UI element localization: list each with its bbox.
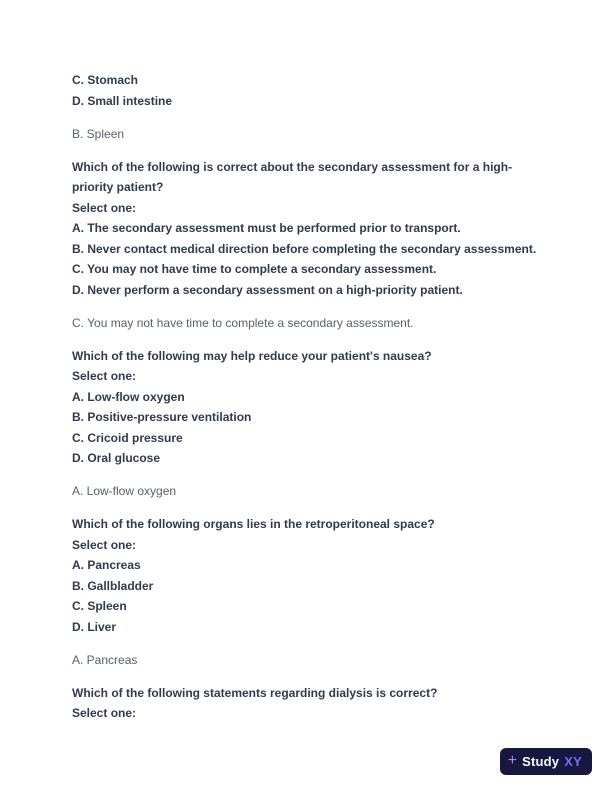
option-line: B. Never contact medical direction before completing the secondary assessment. [72, 241, 537, 256]
select-one-label: Select one: [72, 369, 137, 383]
question-block [72, 514, 542, 637]
question-block-partial [72, 683, 542, 724]
option-line: C. Cricoid pressure [72, 430, 183, 445]
option-line: A. The secondary assessment must be performed prior to transport. [72, 221, 461, 235]
page-content [72, 70, 542, 724]
option-line: A. Pancreas [72, 558, 141, 572]
option-line: C. Spleen [72, 599, 127, 613]
logo-study-text: Study [522, 754, 560, 769]
studyxy-logo [500, 748, 592, 775]
answer-text: A. Low-flow oxygen [72, 484, 177, 498]
option-line: B. Gallbladder [72, 578, 154, 593]
question-text: Which of the following is correct about the secondary assessment for a high-priority patient? [72, 159, 513, 194]
select-one-label: Select one: [72, 706, 137, 720]
intro-options-block [72, 70, 542, 111]
option-line: D. Liver [72, 619, 117, 634]
option-line: D. Never perform a secondary assessment on a high-priority patient. [72, 282, 463, 297]
logo-xy-text: XY [564, 754, 582, 769]
answer-text: A. Pancreas [72, 652, 138, 667]
option-line: C. You may not have time to complete a secondary assessment. [72, 262, 437, 276]
option-line: B. Positive-pressure ventilation [72, 410, 252, 424]
question-text: Which of the following organs lies in the retroperitoneal space? [72, 517, 435, 531]
answer-text: C. You may not have time to complete a secondary assessment. [72, 315, 414, 330]
question-block [72, 346, 542, 469]
option-line: D. Oral glucose [72, 451, 161, 465]
question-text: Which of the following statements regarding dialysis is correct? [72, 685, 438, 700]
select-one-label: Select one: [72, 200, 137, 215]
option-line: A. Low-flow oxygen [72, 389, 185, 404]
question-text: Which of the following may help reduce your patient's nausea? [72, 348, 432, 363]
select-one-label: Select one: [72, 537, 137, 552]
answer-text: B. Spleen [72, 126, 125, 141]
plus-icon: + [507, 751, 518, 769]
question-block [72, 157, 542, 301]
option-line: D. Small intestine [72, 93, 173, 108]
option-line: C. Stomach [72, 73, 139, 87]
